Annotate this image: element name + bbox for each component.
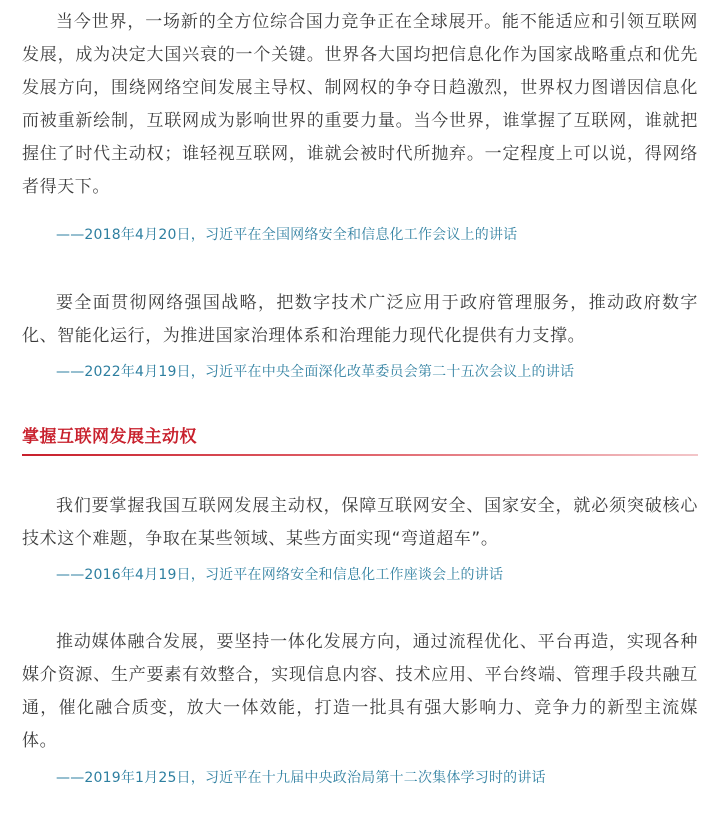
quote-paragraph: 要全面贯彻网络强国战略，把数字技术广泛应用于政府管理服务，推动政府数字化、智能化运行，为推进国家治理体系和治理能力现代化提供有力支撑。 <box>22 293 698 346</box>
quote-paragraph: 当今世界，一场新的全方位综合国力竞争正在全球展开。能不能适应和引领互联网发展，成为决定大国兴衰的一个关键。世界各大国均把信息化作为国家战略重点和优先发展方向，围绕网络空间发展主导权、制网权的争夺日趋激烈，世界权力图谱因信息化而被重新绘制，互联网成为影响世界的重要力量。当今世界，谁掌握了互联网，谁就把握住了时代主动权；谁轻视互联网，谁就会被时代所抛弃。一定程度上可以说，得网络者得天下。 <box>22 12 698 197</box>
section-title: 掌握互联网发展主动权 <box>22 427 197 447</box>
quote-paragraph: 推动媒体融合发展，要坚持一体化发展方向，通过流程优化、平台再造，实现各种媒介资源、生产要素有效整合，实现信息内容、技术应用、平台终端、管理手段共融互通，催化融合质变，放大一体效能，打造一批具有强大影响力、竞争力的新型主流媒体。 <box>22 632 698 751</box>
quote-source: ——2016年4月19日，习近平在网络安全和信息化工作座谈会上的讲话 <box>56 567 504 583</box>
quote-source: ——2019年1月25日，习近平在十九届中央政治局第十二次集体学习时的讲话 <box>56 770 546 786</box>
quote-source: ——2022年4月19日，习近平在中央全面深化改革委员会第二十五次会议上的讲话 <box>56 364 575 380</box>
section-divider <box>22 454 698 456</box>
quote-paragraph: 我们要掌握我国互联网发展主动权，保障互联网安全、国家安全，就必须突破核心技术这个难题，争取在某些领域、某些方面实现“弯道超车”。 <box>22 496 698 549</box>
section-heading <box>22 424 698 456</box>
quote-source: ——2018年4月20日，习近平在全国网络安全和信息化工作会议上的讲话 <box>56 227 518 243</box>
